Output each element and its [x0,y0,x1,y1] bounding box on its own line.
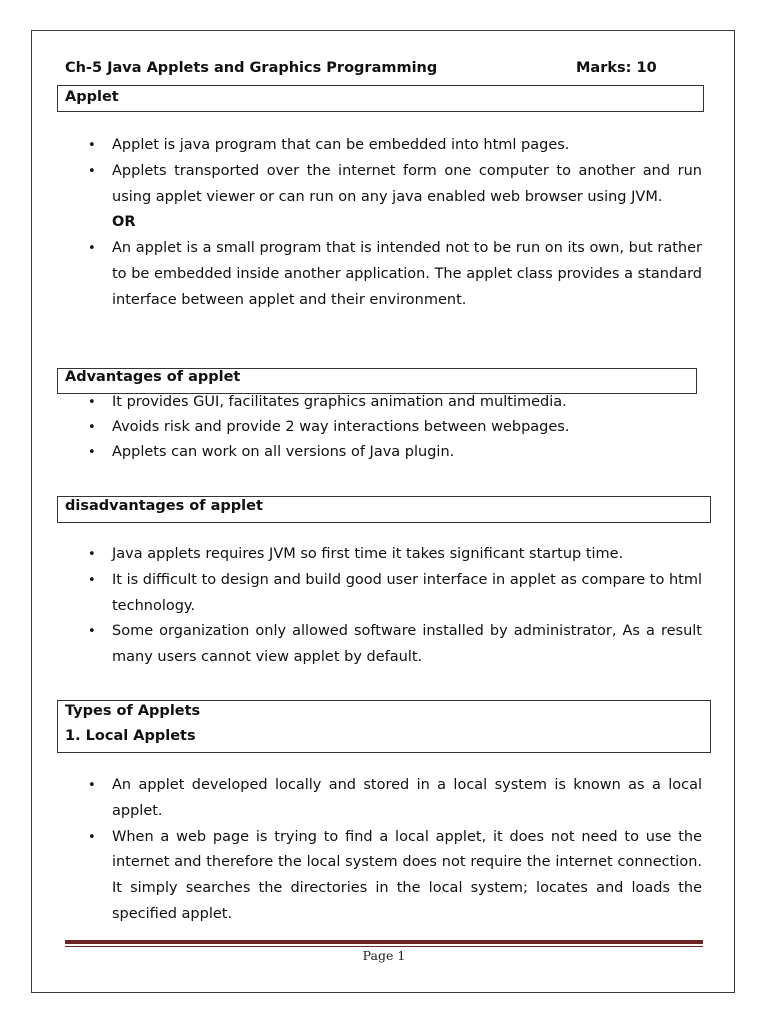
applet-bullet-list [88,133,702,314]
section-heading-disadvantages [57,496,711,523]
bullet-icon: • [88,163,96,179]
list-item: • Some organization only allowed software installed by administrator, As a result many users cannot view applet by default. [112,619,702,671]
bullet-icon: • [88,420,96,435]
heading-text: disadvantages of applet [65,498,263,514]
bullet-icon: • [88,547,96,562]
heading-text: Types of Applets [65,703,201,719]
list-item: • An applet is a small program that is intended not to be run on its own, but rather to be embedded inside another application. The applet class provides a standard interface between applet and their environment. [112,236,702,313]
footer-rule-thin [65,946,703,947]
bullet-icon: • [88,138,96,153]
list-item: • Applet is java program that can be embedded into html pages. [112,133,702,159]
list-item: • When a web page is trying to find a local applet, it does not need to use the internet and therefore the local system does not require the internet connection. It simply searches the directories in the local system; locates and loads the specified applet. [112,825,702,928]
marks-label: Marks: 10 [576,60,657,76]
bullet-icon: • [88,241,96,257]
chapter-title: Ch-5 Java Applets and Graphics Programming [65,60,438,76]
list-item: • Applets can work on all versions of Java plugin. [112,440,702,465]
list-item: • Java applets requires JVM so first time it takes significant startup time. [112,542,702,568]
subheading-text: 1. Local Applets [65,728,196,744]
bullet-icon: • [88,395,96,410]
list-item: • It provides GUI, facilitates graphics animation and multimedia. [112,390,702,415]
types-bullet-list [88,773,702,928]
advantages-bullet-list [88,390,702,465]
bullet-icon: • [88,778,96,793]
or-separator: OR [112,214,136,231]
list-item: • It is difficult to design and build good user interface in applet as compare to html technology. [112,568,702,620]
section-heading-types [57,700,711,753]
list-item: • An applet developed locally and stored in a local system is known as a local applet. [112,773,702,825]
list-item: • Avoids risk and provide 2 way interactions between webpages. [112,415,702,440]
bullet-icon: • [88,829,96,845]
disadvantages-bullet-list [88,542,702,671]
footer-rule [65,940,703,944]
bullet-icon: • [88,445,96,460]
list-item: • Applets transported over the internet form one computer to another and run using applet viewer or can run on any java enabled web browser using JVM. OR [112,159,702,236]
bullet-icon: • [88,624,96,640]
heading-text: Applet [65,89,119,105]
heading-text: Advantages of applet [65,369,241,385]
section-heading-applet [57,85,704,112]
bullet-icon: • [88,572,96,588]
page-number: Page 1 [362,948,406,963]
